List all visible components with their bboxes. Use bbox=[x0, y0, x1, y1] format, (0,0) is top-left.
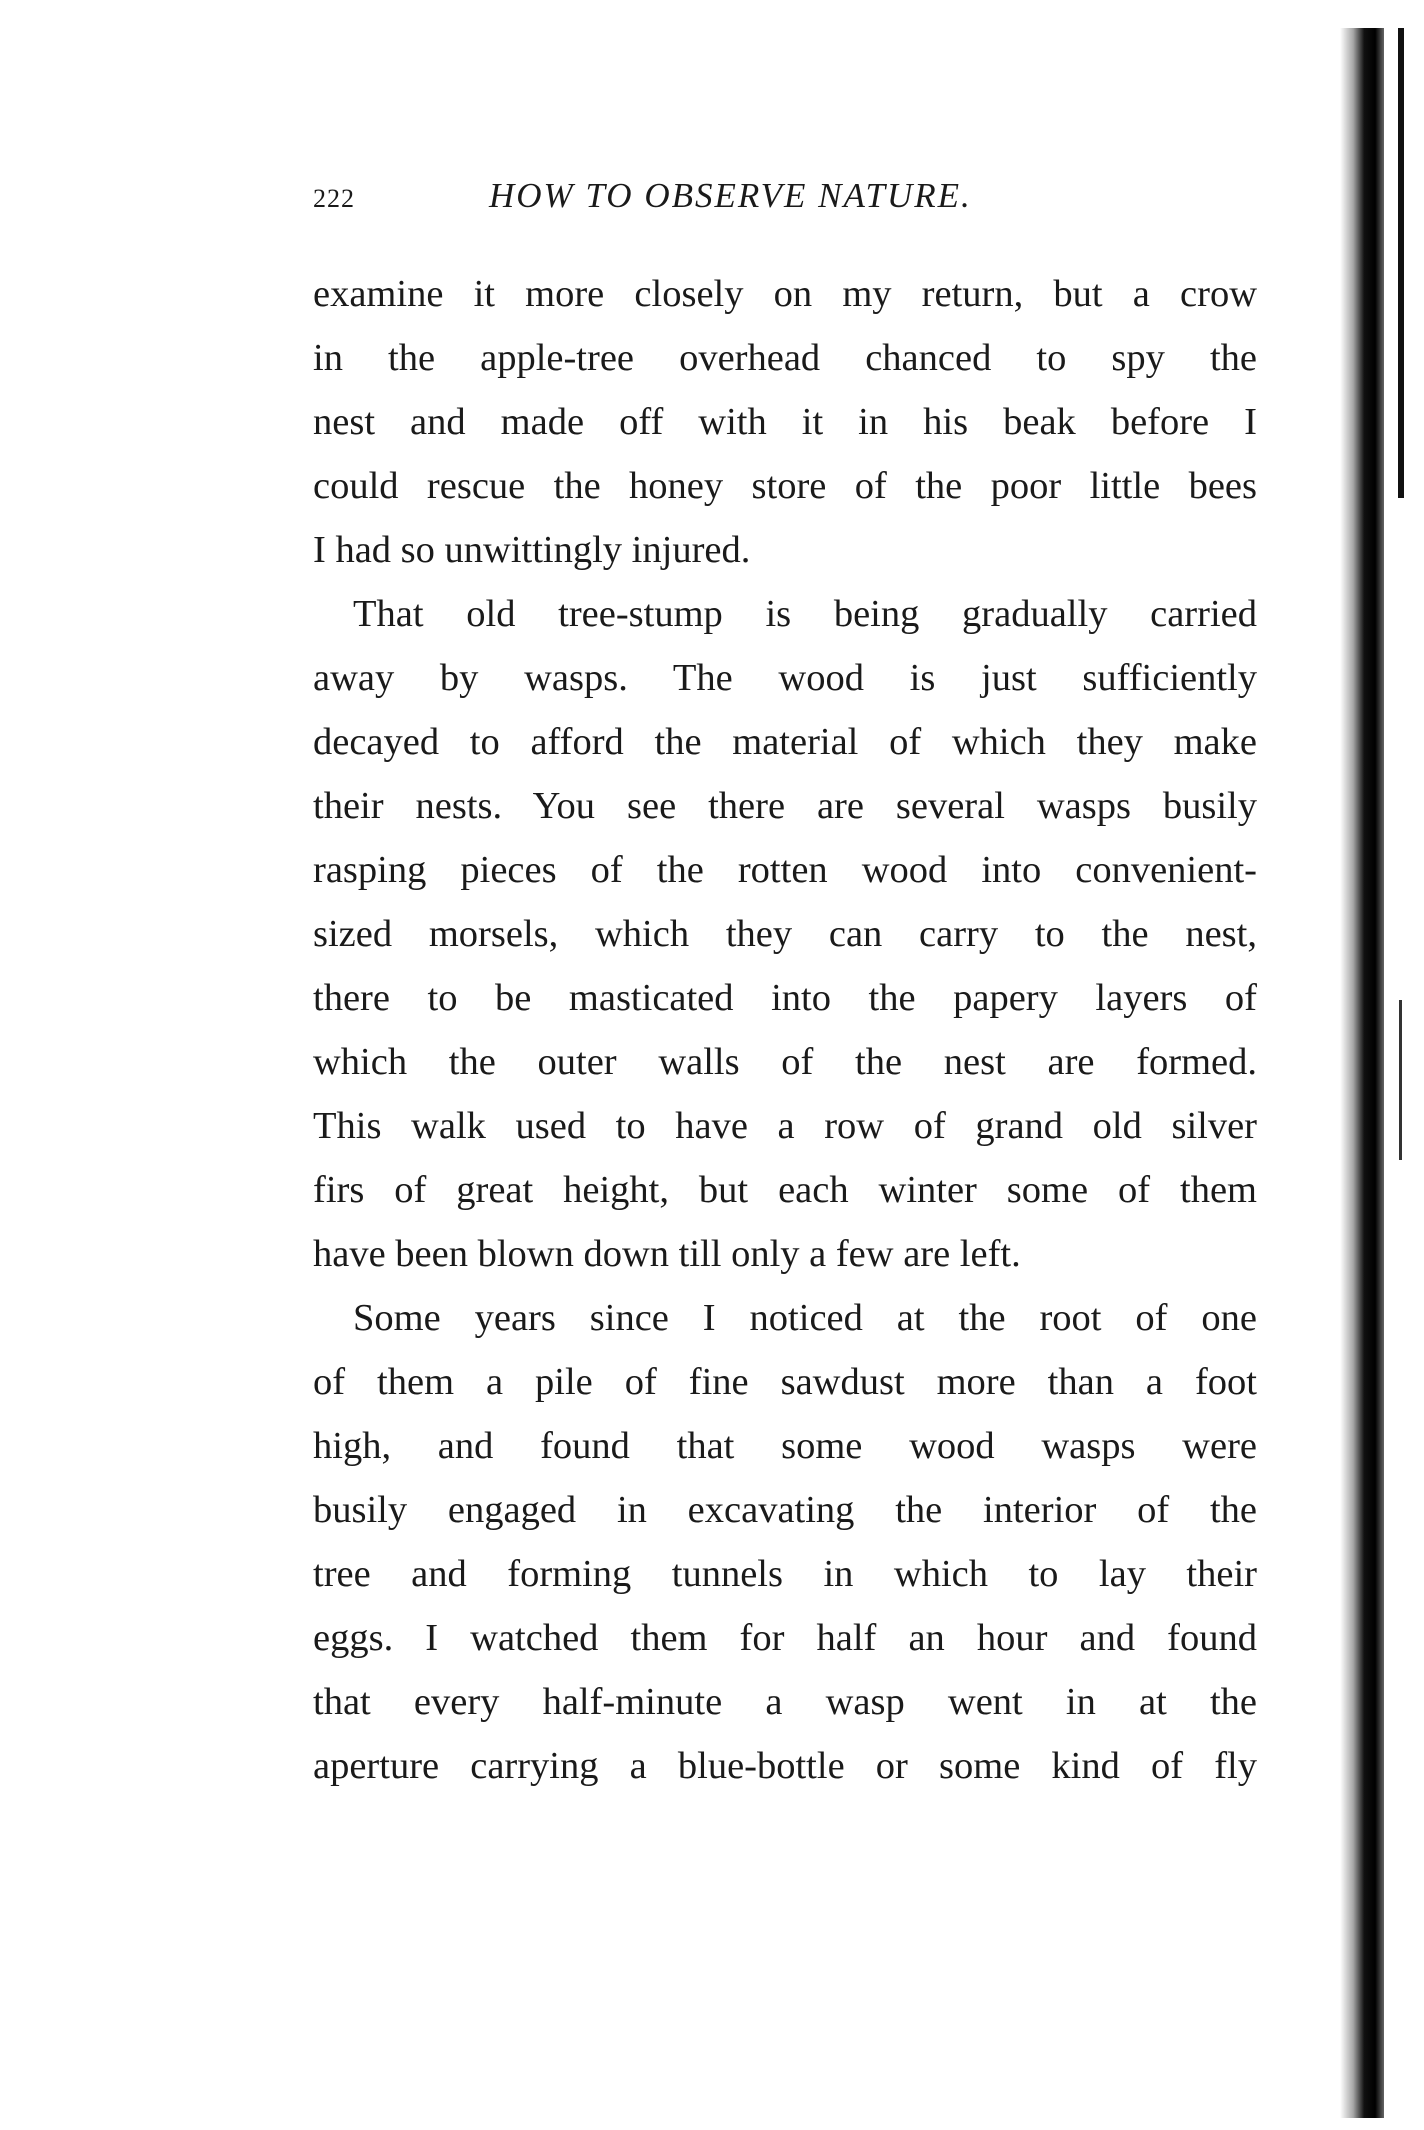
body-text bbox=[313, 262, 1257, 1798]
running-title: HOW TO OBSERVE NATURE. bbox=[489, 176, 972, 215]
binding-edge bbox=[1399, 1000, 1402, 1160]
text-line: that every half-minute a wasp went in at the bbox=[313, 1681, 1257, 1723]
paragraph-2 bbox=[313, 582, 1257, 1286]
binding-edge bbox=[1398, 28, 1404, 498]
running-head bbox=[313, 176, 1263, 226]
text-line: eggs. I watched them for half an hour and found bbox=[313, 1617, 1257, 1659]
text-line: have been blown down till only a few are left. bbox=[313, 1233, 1021, 1275]
text-line: their nests. You see there are several wasps busily bbox=[313, 785, 1257, 827]
text-line: in the apple-tree overhead chanced to spy the bbox=[313, 337, 1257, 379]
text-line: busily engaged in excavating the interior of the bbox=[313, 1489, 1257, 1531]
text-line: decayed to afford the material of which they make bbox=[313, 721, 1257, 763]
binding-shadow bbox=[1340, 28, 1384, 2118]
paragraph-3 bbox=[313, 1286, 1257, 1798]
text-line: I had so unwittingly injured. bbox=[313, 529, 751, 571]
text-line: aperture carrying a blue-bottle or some kind of fly bbox=[313, 1745, 1257, 1787]
text-line: firs of great height, but each winter some of them bbox=[313, 1169, 1257, 1211]
text-line: there to be masticated into the papery layers of bbox=[313, 977, 1257, 1019]
text-line: That old tree-stump is being gradually carried bbox=[353, 593, 1257, 635]
page-number: 222 bbox=[313, 184, 355, 213]
text-line: Some years since I noticed at the root of one bbox=[353, 1297, 1257, 1339]
text-line: sized morsels, which they can carry to the nest, bbox=[313, 913, 1257, 955]
text-line: examine it more closely on my return, but a crow bbox=[313, 273, 1257, 315]
text-line: of them a pile of fine sawdust more than a foot bbox=[313, 1361, 1257, 1403]
text-line: rasping pieces of the rotten wood into convenient- bbox=[313, 849, 1257, 891]
text-line: away by wasps. The wood is just sufficiently bbox=[313, 657, 1257, 699]
text-line: This walk used to have a row of grand old silver bbox=[313, 1105, 1257, 1147]
text-line: tree and forming tunnels in which to lay their bbox=[313, 1553, 1257, 1595]
text-line: high, and found that some wood wasps were bbox=[313, 1425, 1257, 1467]
text-line: which the outer walls of the nest are formed. bbox=[313, 1041, 1257, 1083]
paragraph-1 bbox=[313, 262, 1257, 582]
text-line: nest and made off with it in his beak before I bbox=[313, 401, 1257, 443]
text-line: could rescue the honey store of the poor little bees bbox=[313, 465, 1257, 507]
